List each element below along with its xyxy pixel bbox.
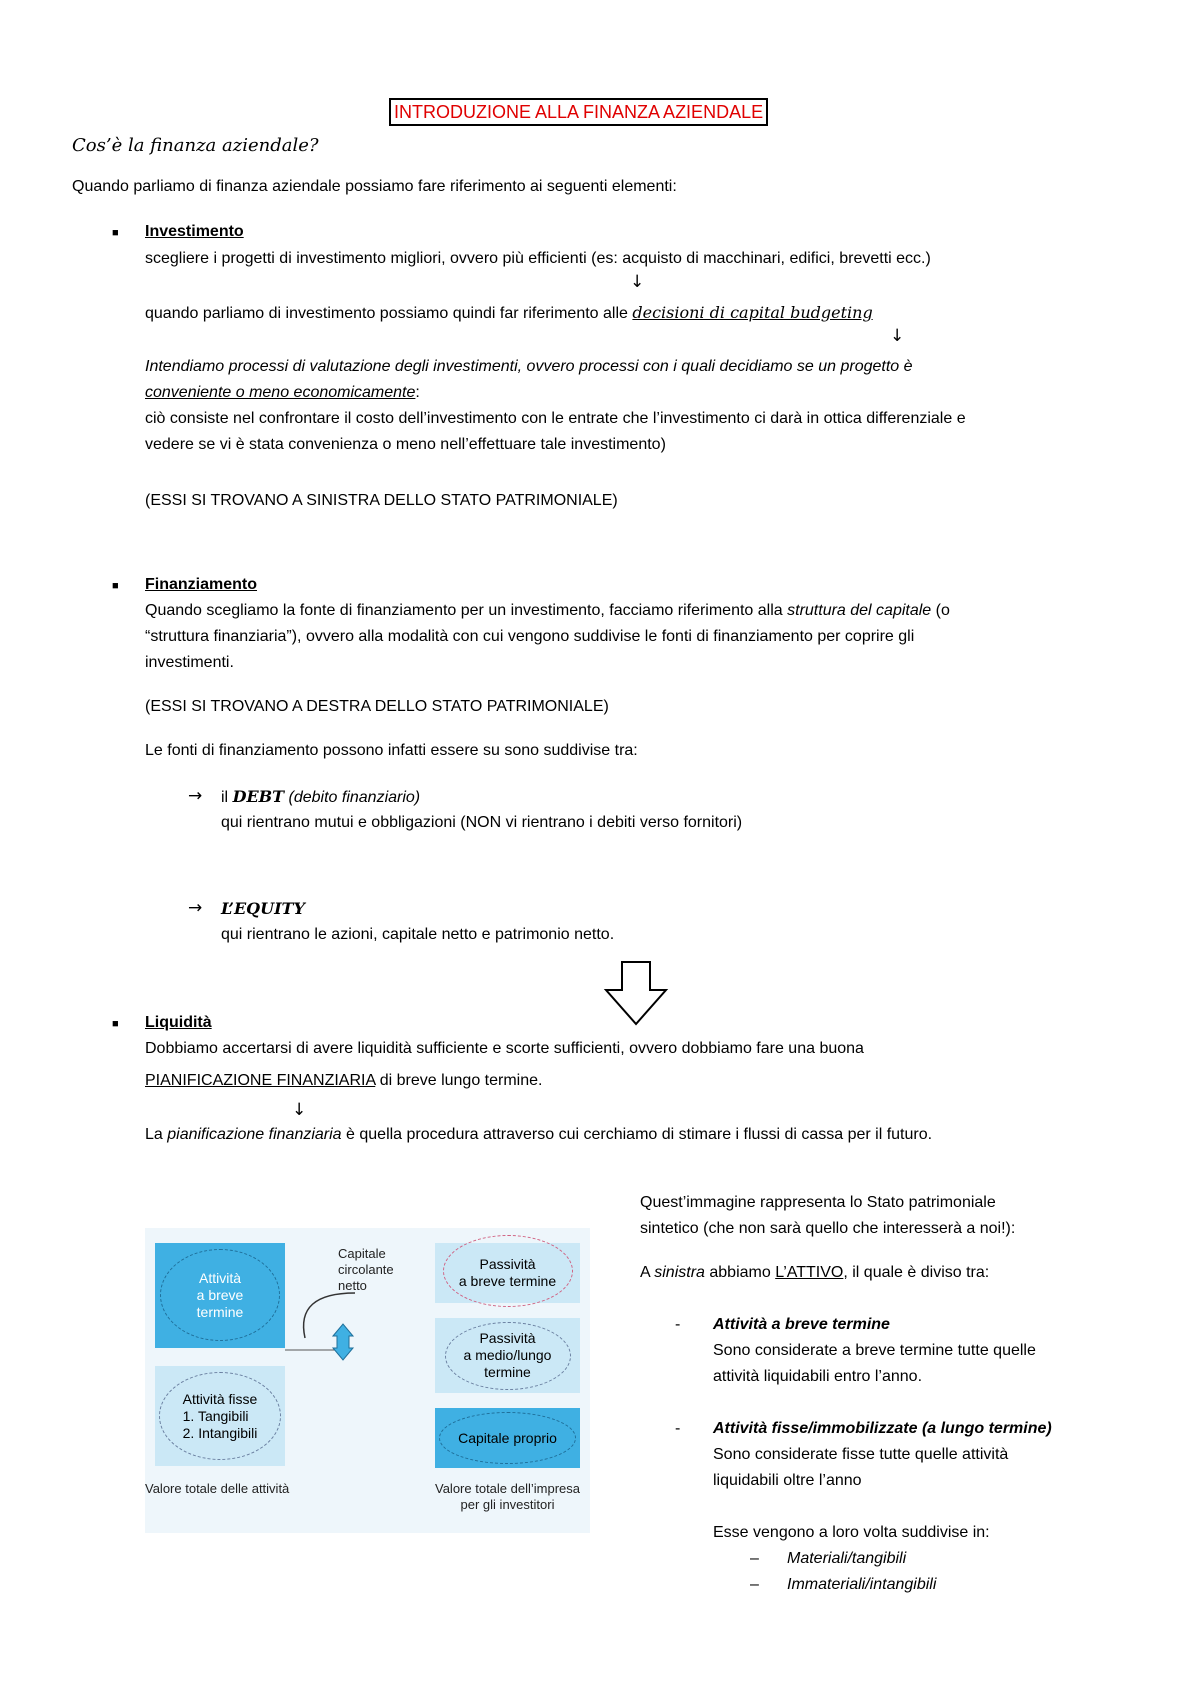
sources-intro: Le fonti di finanziamento possono infatti essere su sono suddivise tra: <box>145 742 638 759</box>
investimento-note: (ESSI SI TROVANO A SINISTRA DELLO STATO PATRIMONIALE) <box>145 492 618 509</box>
right-arrow-icon: → <box>188 898 203 918</box>
liquidita-line3: La pianificazione finanziaria è quella procedura attraverso cui cerchiamo di stimare i flussi di cassa per il futuro. <box>145 1126 933 1143</box>
attivita-fisse-box: Attività fisse 1. Tangibili 2. Intangibili <box>155 1366 285 1466</box>
investimento-line1: scegliere i progetti di investimento migliori, ovvero più efficienti (es: acquisto di macchinari, edifici, brevetti ecc.) <box>145 250 931 267</box>
finanziamento-line1: Quando scegliamo la fonte di finanziamento per un investimento, facciamo riferimento alla struttura del capitale (o <box>145 602 950 619</box>
page-title: INTRODUZIONE ALLA FINANZA AZIENDALE <box>389 98 768 126</box>
dash-icon: – <box>750 1550 759 1567</box>
item1-title: Attività a breve termine <box>713 1316 890 1333</box>
passivita-breve-box: Passività a breve termine <box>435 1243 580 1303</box>
liquidita-heading: Liquidità <box>145 1014 212 1031</box>
bullet-icon: ■ <box>112 580 119 592</box>
down-arrow-icon: ↓ <box>292 1100 307 1120</box>
item1-line1: Sono considerate a breve termine tutte quelle <box>713 1342 1036 1359</box>
dash-icon: - <box>675 1316 681 1333</box>
sub2: Immateriali/intangibili <box>787 1576 937 1593</box>
investimento-italic2: conveniente o meno economicamente: <box>145 384 420 401</box>
equity-detail: qui rientrano le azioni, capitale netto e patrimonio netto. <box>221 926 615 943</box>
subdiv-intro: Esse vengono a loro volta suddivise in: <box>713 1524 990 1541</box>
investimento-line3: ciò consiste nel confrontare il costo dell’investimento con le entrate che l’investimento ci darà in ottica differenziale e <box>145 410 966 427</box>
item2-line2: liquidabili oltre l’anno <box>713 1472 862 1489</box>
sub1: Materiali/tangibili <box>787 1550 907 1567</box>
investimento-line2: quando parliamo di investimento possiamo quindi far riferimento alle decisioni di capital budgeting <box>145 303 873 322</box>
passivita-medio-box: Passività a medio/lungo termine <box>435 1318 580 1393</box>
finanziamento-line2: “struttura finanziaria”), ovvero alla modalità con cui vengono suddivise le fonti di finanziamento per coprire gli <box>145 628 915 645</box>
bullet-icon: ■ <box>112 227 119 239</box>
down-arrow-icon: ↓ <box>630 272 645 292</box>
attivita-breve-box: Attività a breve termine <box>155 1243 285 1348</box>
capitale-circolante-label: Capitale circolante netto <box>338 1246 394 1293</box>
right-arrow-icon: → <box>188 786 203 806</box>
right-p2: A sinistra abbiamo L’ATTIVO, il quale è diviso tra: <box>640 1264 990 1281</box>
item1-line2: attività liquidabili entro l’anno. <box>713 1368 923 1385</box>
right-p1a: Quest’immagine rappresenta lo Stato patrimoniale <box>640 1194 996 1211</box>
question-heading: Cos’è la finanza aziendale? <box>72 135 319 156</box>
investimento-line4: vedere se vi è stata convenienza o meno nell’effettuare tale investimento) <box>145 436 666 453</box>
down-arrow-icon: ↓ <box>890 326 905 346</box>
debt-detail: qui rientrano mutui e obbligazioni (NON vi rientrano i debiti verso fornitori) <box>221 814 743 831</box>
caption-right: Valore totale dell’impresa per gli investitori <box>435 1481 580 1512</box>
finanziamento-note: (ESSI SI TROVANO A DESTRA DELLO STATO PATRIMONIALE) <box>145 698 609 715</box>
item2-title: Attività fisse/immobilizzate (a lungo termine) <box>713 1420 1052 1437</box>
dash-icon: - <box>675 1420 681 1437</box>
capital-budgeting-link: decisioni di capital budgeting <box>632 303 873 322</box>
dash-icon: – <box>750 1576 759 1593</box>
equity-label: L’EQUITY <box>221 899 305 918</box>
intro-text: Quando parliamo di finanza aziendale possiamo fare riferimento ai seguenti elementi: <box>72 178 677 195</box>
debt-line: il DEBT (debito finanziario) <box>221 787 421 806</box>
balance-sheet-diagram <box>145 1228 590 1533</box>
capitale-proprio-box: Capitale proprio <box>435 1408 580 1468</box>
investimento-italic1: Intendiamo processi di valutazione degli investimenti, ovvero processi con i quali decidiamo se un progetto è <box>145 358 913 375</box>
right-p1b: sintetico (che non sarà quello che interesserà a noi!): <box>640 1220 1016 1237</box>
liquidita-line1: Dobbiamo accertarsi di avere liquidità sufficiente e scorte sufficienti, ovvero dobbiamo fare una buona <box>145 1040 864 1057</box>
item2-line1: Sono considerate fisse tutte quelle attività <box>713 1446 1009 1463</box>
caption-left: Valore totale delle attività <box>145 1481 290 1496</box>
finanziamento-heading: Finanziamento <box>145 576 258 593</box>
bullet-icon: ■ <box>112 1018 119 1030</box>
connector-arrow-icon <box>285 1288 415 1378</box>
finanziamento-line3: investimenti. <box>145 654 234 671</box>
big-down-arrow-icon <box>602 960 670 1028</box>
liquidita-line2: PIANIFICAZIONE FINANZIARIA di breve lungo termine. <box>145 1072 543 1089</box>
investimento-heading: Investimento <box>145 223 244 240</box>
